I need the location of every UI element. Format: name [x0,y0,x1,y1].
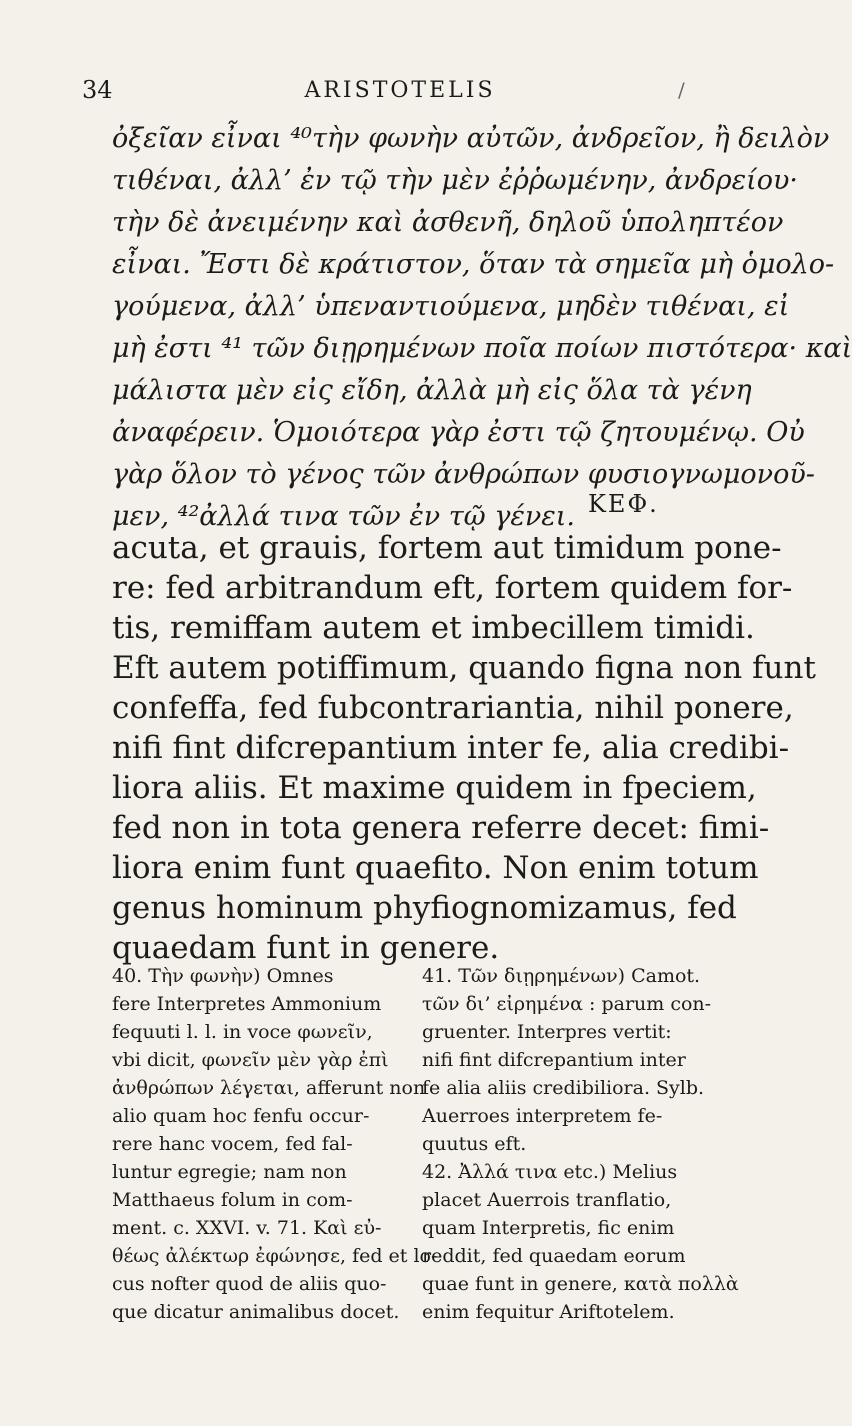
footnote-line: 42. Ἀλλά τινα etc.) Melius [422,1161,678,1183]
footnote-line: 41. Τῶν διῃρημένων) Camot. [422,965,701,987]
greek-line: τιθέναι, ἀλλ’ ἐν τῷ τὴν μὲν ἐῤῥωμένην, ἀνδρείου· [112,165,799,196]
footnote-line: enim fequitur Ariftotelem. [422,1301,675,1323]
footnote-line: fequuti l. l. in voce φωνεῖν, [112,1021,373,1043]
footnote-line: rere hanc vocem, fed fal- [112,1133,353,1155]
footnote-line: quae funt in genere, κατὰ πολλὰ [422,1273,739,1295]
greek-line: γὰρ ὅλον τὸ γένος τῶν ἀνθρώπων φυσιογνωμονοῦ- [112,459,815,490]
footnote-line: quam Interpretis, fic enim [422,1217,675,1239]
greek-line: μεν, ⁴²ἀλλά τινα τῶν ἐν τῷ γένει. [112,501,575,532]
greek-line: εἶναι. Ἔστι δὲ κράτιστον, ὅταν τὰ σημεῖα μὴ ὁμολο- [112,249,835,280]
latin-line: fed non in tota genera referre decet: fimi- [112,810,770,846]
footnote-line: Auerroes interpretem fe- [422,1105,663,1127]
running-title: ARISTOTELIS [304,78,496,103]
latin-line: nifi fint difcrepantium inter fe, alia credibi- [112,730,790,766]
footnote-line: ἀνθρώπων λέγεται, afferunt non [112,1077,426,1099]
footnote-line: que dicatur animalibus docet. [112,1301,400,1323]
footnote-line: fere Interpretes Ammonium [112,993,382,1015]
footnotes-left-column [112,962,438,1326]
footnotes-right-column [422,962,739,1326]
footnote-line: θέως ἀλέκτωρ ἐφώνησε, fed et lo- [112,1245,438,1267]
page-number: 34 [82,76,113,104]
latin-line: quaedam funt in genere. [112,930,500,966]
page-header [0,72,800,108]
latin-line: Eft autem potiffimum, quando figna non funt [112,650,816,686]
footnote-line: Matthaeus folum in com- [112,1189,353,1211]
footnote-line: reddit, fed quaedam eorum [422,1245,686,1267]
greek-line: μάλιστα μὲν εἰς εἴδη, ἀλλὰ μὴ εἰς ὅλα τὰ γένη [112,375,752,406]
latin-line: re: fed arbitrandum eft, fortem quidem for- [112,570,793,606]
latin-line: tis, remiffam autem et imbecillem timidi. [112,610,755,646]
greek-line: μὴ ἐστι ⁴¹ τῶν διῃρημένων ποῖα ποίων πιστότερα· καὶ [112,333,852,364]
footnote-line: alio quam hoc fenfu occur- [112,1105,370,1127]
footnote-line: vbi dicit, φωνεῖν μὲν γὰρ ἐπὶ [112,1049,389,1071]
catchword: ΚΕΦ. [588,490,659,518]
latin-line: liora enim funt quaefito. Non enim totum [112,850,759,886]
latin-text-block [112,528,816,968]
footnote-line: ment. c. XXVI. v. 71. Καὶ εὐ- [112,1217,382,1239]
greek-line: γούμενα, ἀλλ’ ὑπεναντιούμενα, μηδὲν τιθέναι, εἰ [112,291,790,322]
latin-line: acuta, et grauis, fortem aut timidum pone- [112,530,782,566]
corner-mark: / [678,78,685,102]
greek-line: ἀναφέρειν. Ὁμοιότερα γὰρ ἐστι τῷ ζητουμένῳ. Οὐ [112,417,805,448]
footnote-line: nifi fint difcrepantium inter [422,1049,686,1071]
footnote-line: quutus eft. [422,1133,527,1155]
greek-text-block [112,118,852,538]
footnote-line: placet Auerrois tranflatio, [422,1189,672,1211]
footnote-line: 40. Τὴν φωνὴν) Omnes [112,965,334,987]
footnote-line: gruenter. Interpres vertit: [422,1021,672,1043]
footnote-line: τῶν δι’ εἰρημένα : parum con- [422,993,712,1015]
greek-line: ὀξεῖαν εἶναι ⁴⁰τὴν φωνὴν αὐτῶν, ἀνδρεῖον, ἢ δειλὸν [112,123,830,154]
latin-line: liora aliis. Et maxime quidem in fpeciem, [112,770,757,806]
latin-line: confeffa, fed fubcontrariantia, nihil ponere, [112,690,794,726]
footnote-line: cus nofter quod de aliis quo- [112,1273,387,1295]
latin-line: genus hominum phyfiognomizamus, fed [112,890,737,926]
footnote-line: fe alia aliis credibiliora. Sylb. [422,1077,705,1099]
footnote-line: luntur egregie; nam non [112,1161,347,1183]
greek-line: τὴν δὲ ἀνειμένην καὶ ἀσθενῆ, δηλοῦ ὑποληπτέον [112,207,784,238]
